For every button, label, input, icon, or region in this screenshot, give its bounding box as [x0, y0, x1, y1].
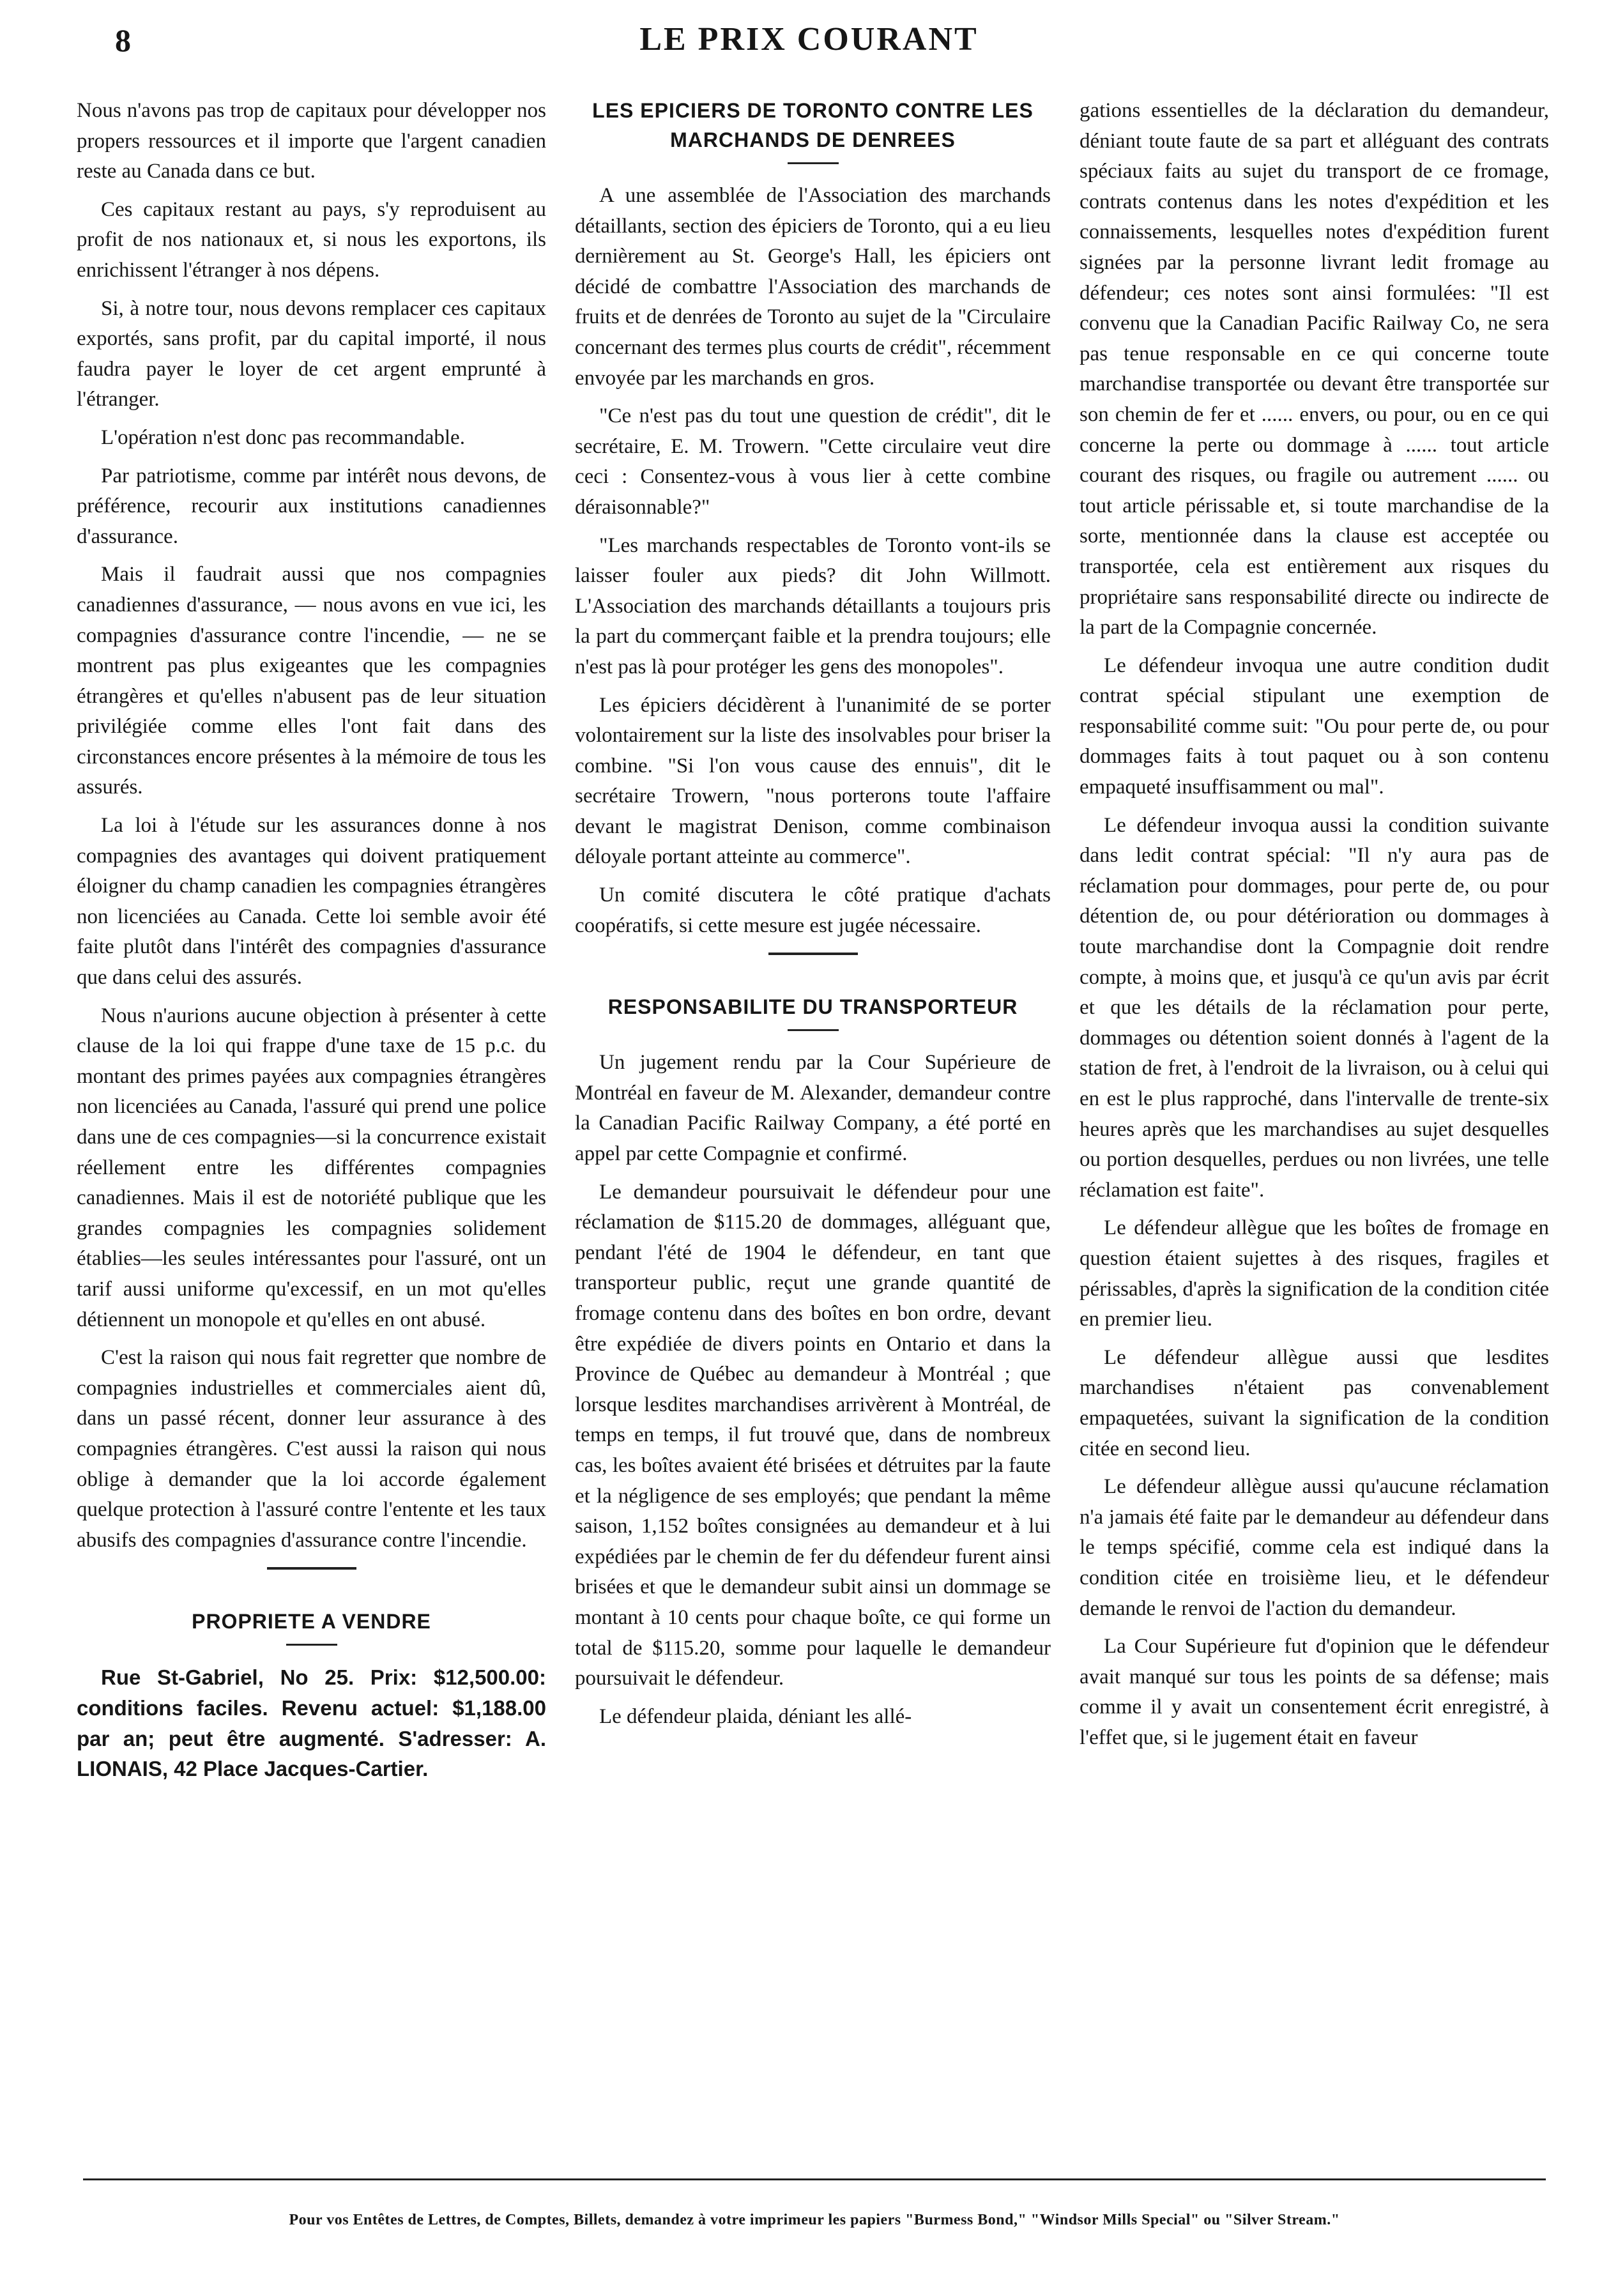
column-left [77, 96, 546, 1792]
article-headline: RESPONSABILITE DU TRANSPORTEUR [607, 995, 1018, 1019]
article-paragraph: L'opération n'est donc pas recommandable. [101, 425, 465, 449]
article-paragraph: "Ce n'est pas du tout une question de crédit", dit le secrétaire, E. M. Trowern. "Cette circulaire veut dire ceci : Consentez-vous à vous lier à cette combine déraisonnable?" [575, 404, 1051, 519]
article-paragraph: Si, à notre tour, nous devons remplacer ces capitaux exportés, sans profit, par du capital importé, il nous faudra payer le loyer de cet argent emprunté à l'étranger. [77, 296, 546, 411]
masthead-title: LE PRIX COURANT [639, 21, 979, 57]
ad-heading: PROPRIETE A VENDRE [192, 1610, 431, 1634]
section-divider [768, 953, 858, 955]
article-headline: LES EPICIERS DE TORONTO CONTRE LES MARCHANDS DE DENREES [592, 99, 1034, 151]
article-paragraph: Le défendeur allègue aussi que lesdites marchandises n'étaient pas convenablement empaquetées, suivant la signification de la condition citée en second lieu. [1080, 1345, 1549, 1460]
article-paragraph: Ces capitaux restant au pays, s'y reproduisent au profit de nos nationaux et, si nous les exportons, ils enrichissent l'étranger à nos dépens. [77, 197, 546, 282]
section-divider [267, 1567, 356, 1570]
article-paragraph: Mais il faudrait aussi que nos compagnies canadiennes d'assurance, — nous avons en vue ici, les compagnies d'assurance contre l'incendie, — ne se montrent pas plus exigeantes que les compagnies étrangères et qu'elles n'abusent pas de leur situation privilégiée comme elles l'ont fait dans des circonstances encore présentes à la mémoire de tous les assurés. [77, 563, 546, 799]
article-paragraph: Le défendeur invoqua aussi la condition suivante dans ledit contrat spécial: "Il n'y aura pas de réclamation pour dommages, pour perte de, ou pour détention de, ou pour détérioration ou dommages à toute marchandise dont la Compagnie doit rendre compte, à moins que, et jusqu'à ce qu'un avis par écrit et que les détails de la réclamation pour perte, dommages ou détention soient donnés à l'agent de la station de fret, à l'endroit de la livraison, ou à celui qui en est le plus rapproché, dans l'intervalle de trente-six heures après que les marchandises au sujet desquelles ou portion desquelles, perdues ou non livrées, une telle réclamation est faite". [1080, 813, 1549, 1202]
article-paragraph: La loi à l'étude sur les assurances donne à nos compagnies des avantages qui doivent pratiquement éloigner du champ canadien les compagnies étrangères non licenciées au Canada. Cette loi semble avoir été faite plutôt dans l'intérêt des compagnies d'assurance que dans celui des assurés. [77, 814, 546, 990]
article-paragraph: C'est la raison qui nous fait regretter que nombre de compagnies industrielles et commerciales aient dû, dans un passé récent, donner leur assurance à des compagnies étrangères. C'est aussi la raison qui nous oblige à demander que la loi accorde également quelque protection à l'assuré contre l'entente et les taux abusifs des compagnies d'assurance contre l'incendie. [77, 1346, 546, 1552]
article-paragraph: Nous n'aurions aucune objection à présenter à cette clause de la loi qui frappe d'une taxe de 15 p.c. du montant des primes payées aux compagnies étrangères non licenciées au Canada, l'assuré qui prend une police dans une de ces compagnies—si la concurrence existait réellement entre les différentes compagnies canadiennes. Mais il est de notoriété publique que les grandes compagnies les compagnies solidement établies—les seules intéressantes pour l'assuré, ont un tarif aussi uniforme qu'excessif, en un mot qu'elles détiennent un monopole et qu'elles en ont abusé. [77, 1004, 546, 1331]
article-paragraph: Le demandeur poursuivait le défendeur pour une réclamation de $115.20 de dommages, alléguant que, pendant l'été de 1904 le défendeur, en tant que transporteur public, reçut une grande quantité de fromage contenu dans des boîtes en bon ordre, devant être expédiée de divers points en Ontario et dans la Province de Québec au demandeur à Montréal ; que lorsque lesdites marchandises arrivèrent à Montréal, de temps en temps, il fut trouvé que, dans de nombreux cas, les boîtes avaient été brisées et détruites par la faute et la négligence de ses employés; que pendant la même saison, 1,152 boîtes consignées au demandeur et à lui expédiées par le chemin de fer du défendeur furent ainsi brisées et que le demandeur subit ainsi un dommage se montant à 10 cents pour chaque boîte, ce qui forme un total de $115.20, somme pour laquelle le demandeur poursuivait le défendeur. [575, 1180, 1051, 1690]
ad-text: Rue St-Gabriel, No 25. Prix: $12,500.00: conditions faciles. Revenu actuel: $1,188.00 par an; peut être augmenté. S'adresser: A. LIONAIS, 42 Place Jacques-Cartier. [77, 1665, 546, 1781]
article-paragraph: Le défendeur invoqua une autre condition dudit contrat spécial stipulant une exemption de responsabilité comme suit: "Ou pour perte de, ou pour dommages faits à tout paquet ou à son contenu empaqueté insuffisamment ou mal". [1080, 654, 1549, 799]
footer-advertisement: Pour vos Entêtes de Lettres, de Comptes, Billets, demandez à votre imprimeur les papiers "Burmess Bond," "Windsor Mills Special" ou "Silver Stream." [289, 2212, 1340, 2228]
article-paragraph: Le défendeur plaida, déniant les allé- [599, 1704, 912, 1728]
footer-rule [83, 2178, 1546, 2180]
column-right [1080, 96, 1549, 1761]
article-paragraph: Les épiciers décidèrent à l'unanimité de se porter volontairement sur la liste des insolvables pour briser la combine. "Si l'on vous cause des ennuis", dit le secrétaire Trowern, "nous porterons toute l'affaire devant le magistrat Denison, comme combinaison déloyale portant atteinte au commerce". [575, 693, 1051, 869]
article-paragraph: La Cour Supérieure fut d'opinion que le défendeur avait manqué sur tous les points de sa défense; mais comme il y avait un consentement écrit enregistré, à l'effet que, si le jugement était en faveur [1080, 1635, 1549, 1749]
column-middle [575, 96, 1051, 1740]
article-paragraph: Nous n'avons pas trop de capitaux pour développer nos propers ressources et il importe que l'argent canadien reste au Canada dans ce but. [77, 99, 546, 183]
article-paragraph: Un comité discutera le côté pratique d'achats coopératifs, si cette mesure est jugée nécessaire. [575, 884, 1051, 937]
article-paragraph: gations essentielles de la déclaration du demandeur, déniant toute faute de sa part et alléguant des contrats spéciaux faits au sujet du transport de ce fromage, contrats contenus dans les notes d'expédition et les connaissements, lesquelles notes d'expédition furent signées par la personne livrant ledit fromage au défendeur; ces notes sont ainsi formulées: "Il est convenu que la Canadian Pacific Railway Co, ne sera pas tenue responsable en ce qui concerne toute marchandise transportée ou devant être transportée sur son chemin de fer et ...... envers, ou pour, ou en ce qui concerne la perte ou dommage à ...... tout article courant des risques, ou fragile ou autrement ...... ou tout article périssable et, si toute marchandise de la sorte, mentionnée dans la clause est acceptée ou transportée, cela est entièrement aux risques du propriétaire sans responsabilité directe ou indirecte de la part de la Compagnie concernée. [1080, 99, 1549, 639]
page-number: 8 [115, 22, 131, 58]
heading-rule [788, 162, 839, 164]
heading-rule [286, 1644, 337, 1646]
heading-rule [788, 1029, 839, 1031]
article-paragraph: Par patriotisme, comme par intérêt nous devons, de préférence, recourir aux institutions canadiennes d'assurance. [77, 464, 546, 548]
article-paragraph: Un jugement rendu par la Cour Supérieure de Montréal en faveur de M. Alexander, demandeur contre la Canadian Pacific Railway Company, a été porté en appel par cette Compagnie et confirmé. [575, 1051, 1051, 1166]
article-paragraph: Le défendeur allègue que les boîtes de fromage en question étaient sujettes à des risques, fragiles et périssables, d'après la signification de la condition citée en premier lieu. [1080, 1216, 1549, 1331]
article-paragraph: Le défendeur allègue aussi qu'aucune réclamation n'a jamais été faite par le demandeur au défendeur dans le temps spécifié, comme cela est indiqué dans la condition citée en troisième lieu, et le défendeur demande le renvoi de l'action du demandeur. [1080, 1475, 1549, 1620]
article-paragraph: A une assemblée de l'Association des marchands détaillants, section des épiciers de Toronto, qui a eu lieu dernièrement au St. George's Hall, les épiciers ont décidé de combattre l'Association des marchands de fruits et de denrées de Toronto au sujet de la "Circulaire concernant des termes plus courts de crédit", récemment envoyée par les marchands en gros. [575, 184, 1051, 390]
article-paragraph: "Les marchands respectables de Toronto vont-ils se laisser fouler aux pieds? dit John Willmott. L'Association des marchands détaillants a toujours pris la part du commerçant faible et la prendra toujours; elle n'est pas là pour protéger les gens des monopoles". [575, 533, 1051, 678]
